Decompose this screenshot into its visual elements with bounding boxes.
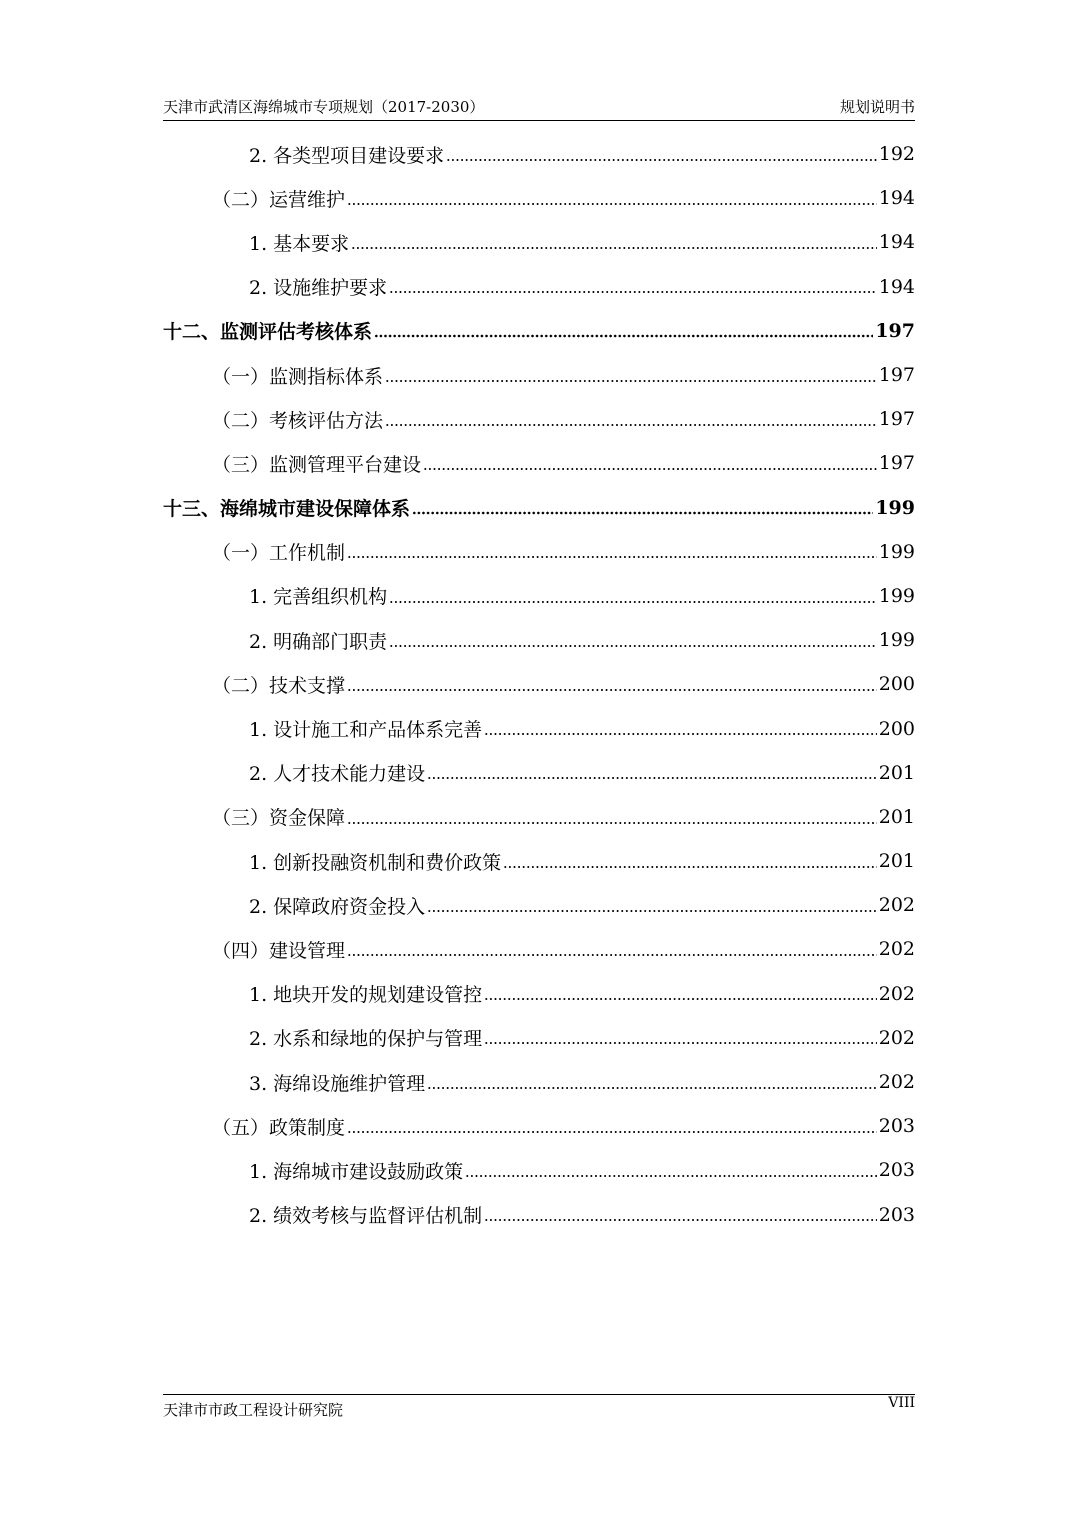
toc-entry-page: 197 bbox=[878, 364, 915, 387]
dot-leader bbox=[374, 319, 873, 342]
toc-entry-page: 197 bbox=[878, 452, 915, 475]
toc-entry-title: 2. 各类型项目建设要求 bbox=[249, 144, 445, 167]
toc-entry-title: （五）政策制度 bbox=[212, 1116, 346, 1139]
dot-leader bbox=[347, 673, 877, 696]
dot-leader bbox=[351, 231, 877, 254]
toc-entry-page: 194 bbox=[878, 231, 915, 254]
toc-entry[interactable] bbox=[163, 353, 915, 397]
toc-entry-page: 199 bbox=[878, 584, 915, 607]
dot-leader bbox=[389, 275, 877, 298]
toc-entry[interactable] bbox=[163, 839, 915, 883]
dot-leader bbox=[347, 540, 877, 563]
dot-leader bbox=[423, 452, 877, 475]
toc-entry-title: 1. 海绵城市建设鼓励政策 bbox=[249, 1160, 464, 1183]
toc-entry-page: 202 bbox=[878, 1026, 915, 1049]
dot-leader bbox=[427, 1071, 877, 1094]
toc-entry-title: 1. 设计施工和产品体系完善 bbox=[249, 719, 483, 742]
dot-leader bbox=[385, 408, 877, 431]
table-of-contents bbox=[163, 132, 915, 1237]
toc-entry-title: 十三、海绵城市建设保障体系 bbox=[163, 498, 411, 521]
toc-entry-page: 203 bbox=[878, 1115, 915, 1138]
toc-entry[interactable] bbox=[163, 1104, 915, 1148]
toc-entry-title: 2. 绩效考核与监督评估机制 bbox=[249, 1205, 483, 1228]
toc-entry[interactable] bbox=[163, 618, 915, 662]
toc-entry-title: 十二、监测评估考核体系 bbox=[163, 321, 373, 344]
toc-entry[interactable] bbox=[163, 972, 915, 1016]
toc-entry-title: 2. 保障政府资金投入 bbox=[249, 895, 426, 918]
dot-leader bbox=[347, 187, 877, 210]
toc-entry-title: 2. 设施维护要求 bbox=[249, 277, 388, 300]
dot-leader bbox=[465, 1159, 877, 1182]
toc-entry[interactable] bbox=[163, 265, 915, 309]
dot-leader bbox=[347, 806, 877, 829]
toc-entry-page: 199 bbox=[878, 629, 915, 652]
toc-entry-page: 202 bbox=[878, 982, 915, 1005]
toc-entry-page: 201 bbox=[878, 761, 915, 784]
toc-entry-title: （三）资金保障 bbox=[212, 807, 346, 830]
toc-entry[interactable] bbox=[163, 927, 915, 971]
document-title: 天津市武清区海绵城市专项规划（2017-2030） bbox=[163, 98, 485, 116]
toc-entry-page: 200 bbox=[878, 717, 915, 740]
toc-entry[interactable] bbox=[163, 1060, 915, 1104]
toc-entry-page: 202 bbox=[878, 894, 915, 917]
dot-leader bbox=[484, 982, 877, 1005]
dot-leader bbox=[412, 496, 873, 519]
toc-entry-page: 203 bbox=[878, 1159, 915, 1182]
toc-entry[interactable] bbox=[163, 706, 915, 750]
toc-entry-page: 200 bbox=[878, 673, 915, 696]
toc-entry[interactable] bbox=[163, 530, 915, 574]
toc-entry-page: 203 bbox=[878, 1203, 915, 1226]
toc-entry-page: 194 bbox=[878, 187, 915, 210]
dot-leader bbox=[389, 629, 877, 652]
toc-entry-page: 202 bbox=[878, 938, 915, 961]
page-footer bbox=[163, 1394, 915, 1425]
toc-entry[interactable] bbox=[163, 397, 915, 441]
toc-entry-title: （一）监测指标体系 bbox=[212, 365, 384, 388]
dot-leader bbox=[484, 1203, 877, 1226]
page-number: VIII bbox=[888, 1395, 915, 1411]
toc-entry-title: （二）运营维护 bbox=[212, 188, 346, 211]
toc-entry[interactable] bbox=[163, 574, 915, 618]
toc-entry[interactable] bbox=[163, 486, 915, 530]
institute-name: 天津市市政工程设计研究院 bbox=[163, 1401, 344, 1419]
dot-leader bbox=[347, 1115, 877, 1138]
toc-entry[interactable] bbox=[163, 662, 915, 706]
dot-leader bbox=[385, 364, 877, 387]
dot-leader bbox=[347, 938, 877, 961]
toc-entry-page: 199 bbox=[875, 496, 915, 519]
toc-entry[interactable] bbox=[163, 883, 915, 927]
dot-leader bbox=[484, 717, 877, 740]
toc-entry-title: 1. 创新投融资机制和费价政策 bbox=[249, 851, 502, 874]
toc-entry-title: 2. 水系和绿地的保护与管理 bbox=[249, 1028, 483, 1051]
toc-entry-title: 2. 明确部门职责 bbox=[249, 630, 388, 653]
toc-entry-title: （一）工作机制 bbox=[212, 542, 346, 565]
toc-entry[interactable] bbox=[163, 176, 915, 220]
dot-leader bbox=[446, 143, 877, 166]
toc-entry[interactable] bbox=[163, 1193, 915, 1237]
toc-entry-page: 197 bbox=[875, 319, 915, 342]
toc-entry-title: （三）监测管理平台建设 bbox=[212, 453, 422, 476]
dot-leader bbox=[389, 585, 877, 608]
toc-entry[interactable] bbox=[163, 220, 915, 264]
toc-entry-page: 192 bbox=[878, 143, 915, 166]
toc-entry-title: 1. 基本要求 bbox=[249, 232, 350, 255]
document-type: 规划说明书 bbox=[839, 98, 915, 116]
toc-entry-page: 201 bbox=[878, 850, 915, 873]
toc-entry-title: 1. 地块开发的规划建设管控 bbox=[249, 984, 483, 1007]
toc-entry-title: （四）建设管理 bbox=[212, 939, 346, 962]
toc-entry-page: 199 bbox=[878, 540, 915, 563]
dot-leader bbox=[427, 894, 877, 917]
toc-entry-title: （二）技术支撑 bbox=[212, 674, 346, 697]
toc-entry[interactable] bbox=[163, 1148, 915, 1192]
toc-entry-page: 197 bbox=[878, 408, 915, 431]
toc-entry[interactable] bbox=[163, 309, 915, 353]
dot-leader bbox=[484, 1026, 877, 1049]
toc-entry[interactable] bbox=[163, 751, 915, 795]
toc-entry-title: 2. 人才技术能力建设 bbox=[249, 763, 426, 786]
dot-leader bbox=[427, 761, 877, 784]
dot-leader bbox=[503, 850, 877, 873]
toc-entry-page: 202 bbox=[878, 1071, 915, 1094]
page-header bbox=[163, 96, 915, 121]
toc-entry-title: 1. 完善组织机构 bbox=[249, 586, 388, 609]
toc-entry[interactable] bbox=[163, 132, 915, 176]
toc-entry-page: 201 bbox=[878, 805, 915, 828]
toc-entry[interactable] bbox=[163, 441, 915, 485]
toc-entry[interactable] bbox=[163, 795, 915, 839]
toc-entry[interactable] bbox=[163, 1016, 915, 1060]
toc-entry-title: （二）考核评估方法 bbox=[212, 409, 384, 432]
toc-entry-page: 194 bbox=[878, 275, 915, 298]
toc-entry-title: 3. 海绵设施维护管理 bbox=[249, 1072, 426, 1095]
